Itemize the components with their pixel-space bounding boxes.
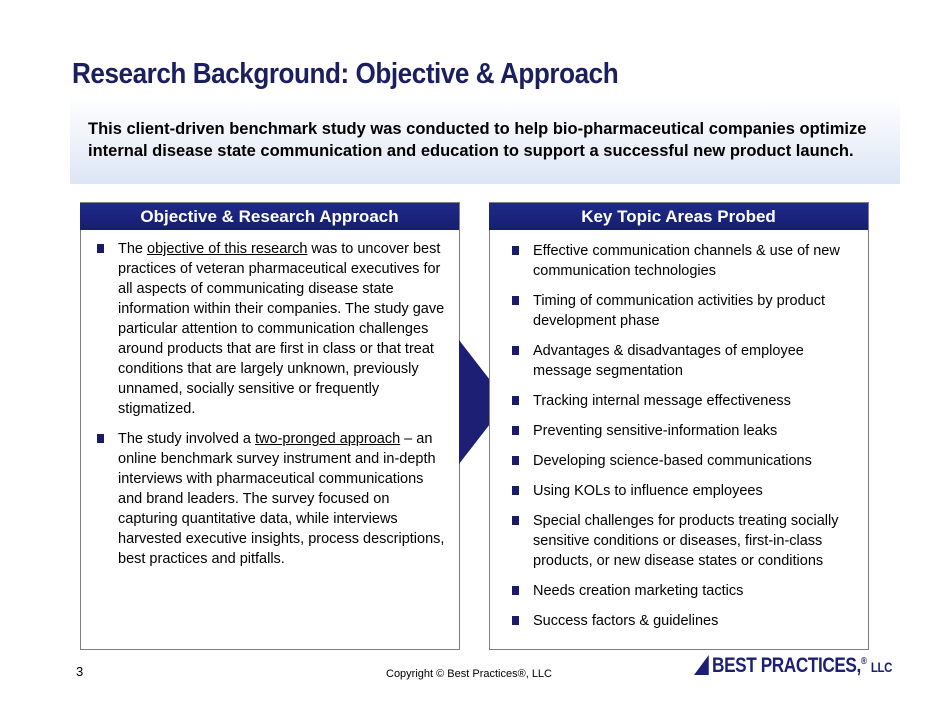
- list-item: [512, 611, 864, 631]
- topic-text: Developing science-based communications: [533, 453, 812, 469]
- logo-registered: ®: [860, 656, 867, 667]
- topic-text: Needs creation marketing tactics: [533, 583, 744, 599]
- bullet-square-icon: [512, 456, 519, 465]
- bullet-square-icon: [512, 296, 519, 305]
- topic-text: Effective communication channels & use of new communication technologies: [533, 243, 840, 279]
- topic-text: Using KOLs to influence employees: [533, 483, 763, 499]
- logo-text: BEST PRACTICES,: [712, 654, 861, 677]
- intro-statement: This client-driven benchmark study was conducted to help bio-pharmaceutical companies optimize internal disease state communication and education to support a successful new product launch.: [88, 120, 867, 160]
- bullet-objective-post: was to uncover best practices of veteran pharmaceutical executives for all aspects of communicating disease state information within their companies. The study gave particular attention to communication challenges around products that are first in class or that treat conditions that are largely unknown, previously unnamed, socially sensitive or frequently stigmatized.: [118, 241, 445, 417]
- page-title: Research Background: Objective & Approach: [72, 58, 619, 90]
- objective-panel-header: Objective & Research Approach: [80, 203, 459, 230]
- topic-text: Timing of communication activities by product development phase: [533, 293, 825, 329]
- bullet-objective-pre: The: [118, 241, 148, 257]
- list-item: [512, 451, 864, 471]
- topics-panel-header: Key Topic Areas Probed: [489, 203, 868, 230]
- bullet-square-icon: [512, 486, 519, 495]
- list-item: [512, 421, 864, 441]
- copyright-notice: Copyright © Best Practices®, LLC: [386, 668, 552, 680]
- bullet-square-icon: [512, 396, 519, 405]
- topic-text: Advantages & disadvantages of employee message segmentation: [533, 343, 804, 379]
- bullet-square-icon: [512, 426, 519, 435]
- bullet-square-icon: [512, 516, 519, 525]
- topic-text: Tracking internal message effectiveness: [533, 393, 791, 409]
- bullet-approach-post: – an online benchmark survey instrument and in-depth interviews with pharmaceutical communications and brand leaders. The survey focused on capturing quantitative data, while interviews harvested executive insights, process descriptions, best practices and pitfalls.: [118, 431, 445, 567]
- bullet-approach-pre: The study involved a: [118, 431, 256, 447]
- list-item: [512, 391, 864, 411]
- bullet-square-icon: [97, 244, 104, 253]
- objective-bullets: [97, 239, 447, 569]
- logo-mark-icon: [694, 655, 709, 675]
- list-item: [512, 511, 864, 571]
- list-item: [512, 581, 864, 601]
- bullet-square-icon: [97, 434, 104, 443]
- topic-text: Success factors & guidelines: [533, 613, 719, 629]
- bullet-square-icon: [512, 616, 519, 625]
- best-practices-logo: [694, 654, 892, 678]
- bullet-square-icon: [512, 346, 519, 355]
- logo-llc: LLC: [870, 659, 893, 675]
- topics-list: [512, 241, 864, 631]
- list-item: [512, 241, 864, 281]
- bullet-approach: [97, 429, 447, 569]
- bullet-square-icon: [512, 246, 519, 255]
- topic-text: Preventing sensitive-information leaks: [533, 423, 778, 439]
- list-item: [512, 341, 864, 381]
- page-number: 3: [76, 664, 84, 679]
- list-item: [512, 291, 864, 331]
- objective-link: objective of this research: [147, 241, 308, 257]
- list-item: [512, 481, 864, 501]
- topic-text: Special challenges for products treating socially sensitive conditions or diseases, first-in-class products, or new disease states or conditions: [533, 513, 839, 569]
- bullet-square-icon: [512, 586, 519, 595]
- bullet-objective: [97, 239, 447, 419]
- approach-link: two-pronged approach: [255, 431, 401, 447]
